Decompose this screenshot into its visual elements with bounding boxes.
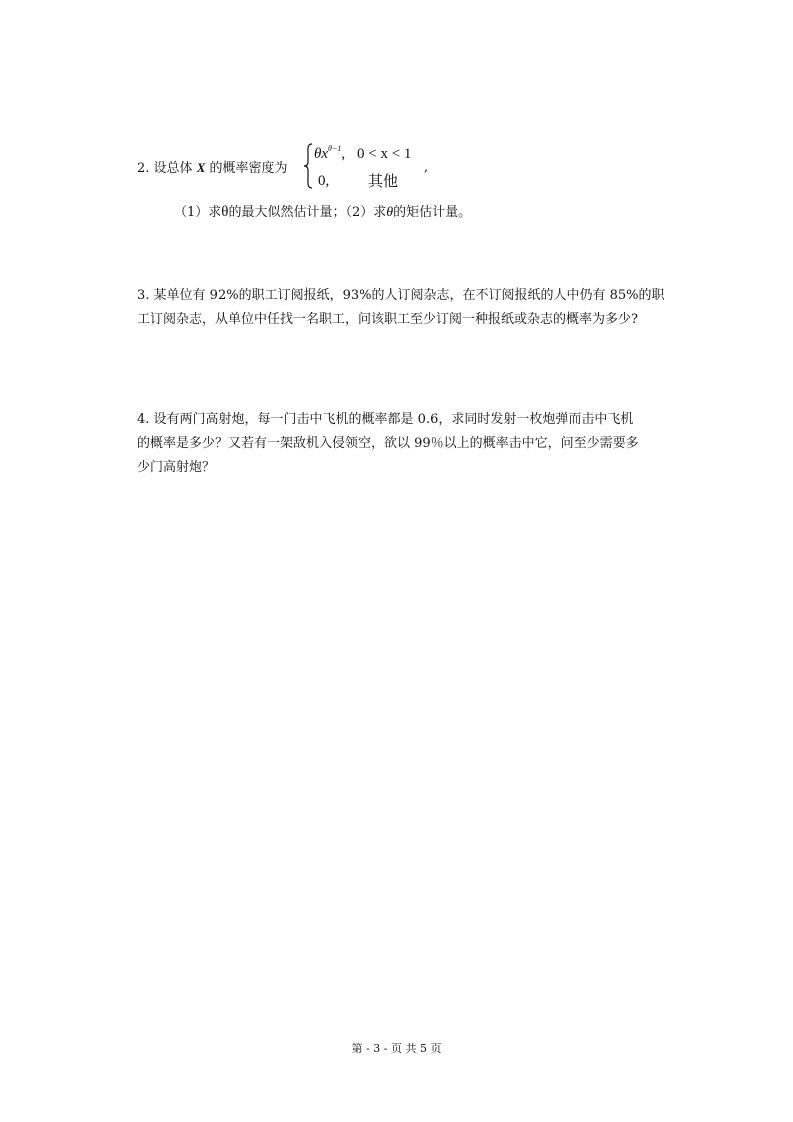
q4-line-1: 4. 设有两门高射炮，每一门击中飞机的概率都是 0.6，求同时发射一枚炮弹而击中飞机 [137,412,634,427]
q2-sub-a: （1）求 [174,205,222,220]
case2-condition-text: 其他 [368,172,399,190]
x-symbol: x [321,146,329,162]
page-footer [0,1040,793,1058]
case1-comma: , [341,146,346,162]
theta-symbol: θ [221,204,229,220]
tail-comma-text: , [424,160,429,175]
q2-density-label: 的概率密度为 [209,161,288,176]
page-number-label: 第 - 3 - 页 共 5 页 [351,1042,442,1055]
theta-symbol: θ [386,205,394,220]
q2-intro [137,155,288,182]
q2-case1-condition [357,141,411,167]
theta-symbol: θ [314,146,322,162]
exponent: θ−1 [328,144,342,153]
q2-case2-condition [368,168,398,194]
case1-condition-text: 0 < x < 1 [357,146,412,162]
q3-line-1: 3. 某单位有 92%的职工订阅报纸，93%的人订阅杂志，在不订阅报纸的人中仍有 85%的职 [137,288,665,303]
q2-tail-comma [424,155,428,181]
q2-variable-x: X [196,160,206,175]
q2-prefix: 2. 设总体 [137,161,193,176]
q2-sub-b: 的最大似然估计量；（2）求 [228,205,387,220]
case2-value-text: 0, [318,173,330,189]
q3-line-2: 工订阅杂志，从单位中任找一名职工，问该职工至少订阅一种报纸或杂志的概率为多少? [137,312,638,327]
left-brace [303,143,313,189]
q2-subquestions [174,199,471,226]
q2-case1 [314,141,345,169]
q2-sub-c: 的矩估计量。 [393,205,472,220]
q4-line-3: 少门高射炮？ [137,460,216,475]
q2-case2-value [318,168,329,194]
q4-line-2: 的概率是多少？又若有一架敌机入侵领空，欲以 99％以上的概率击中它，问至少需要多 [137,436,639,451]
